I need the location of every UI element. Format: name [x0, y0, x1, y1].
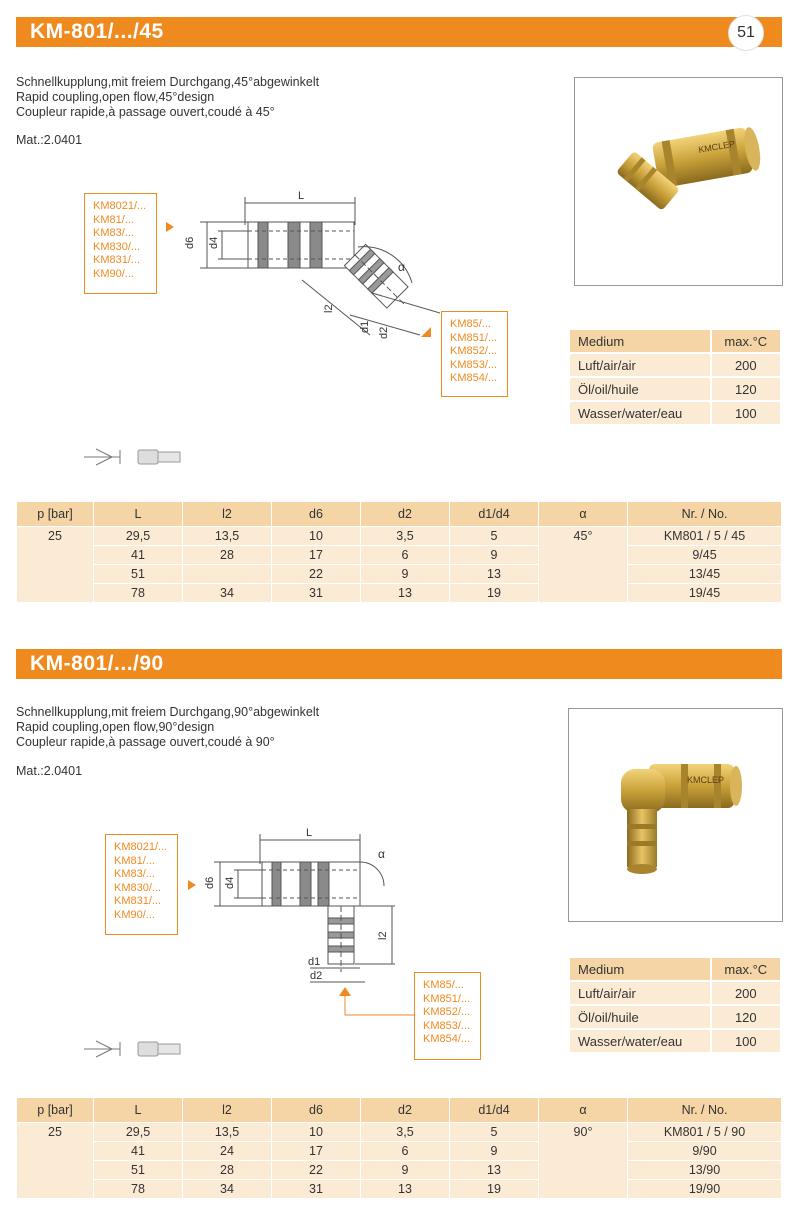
header-cell: p [bar]	[17, 502, 94, 527]
table-row	[17, 1180, 782, 1199]
table-row	[17, 546, 782, 565]
compat-label: KM90/...	[114, 908, 155, 921]
medium-table	[568, 328, 782, 426]
cell: 6	[361, 546, 450, 565]
table-row	[17, 527, 782, 546]
dim-l2: l2	[377, 931, 389, 940]
cell: 200	[711, 981, 781, 1005]
medium-header-row	[569, 329, 781, 353]
cell: 13	[361, 584, 450, 603]
product-photo-45	[574, 77, 783, 286]
cell	[183, 565, 272, 584]
cell: 3,5	[361, 527, 450, 546]
cell: 22	[272, 1161, 361, 1180]
arrow-right-icon	[188, 880, 196, 890]
cell: 100	[711, 1029, 781, 1053]
medium-row	[569, 1029, 781, 1053]
cell: 10	[272, 1123, 361, 1142]
leader-line	[335, 987, 415, 1027]
compat-label: KM830/...	[93, 240, 141, 253]
dim-d6: d6	[184, 236, 196, 249]
medium-row	[569, 401, 781, 425]
cell: 3,5	[361, 1123, 450, 1142]
cell: 41	[94, 1142, 183, 1161]
angle-cell: 90°	[539, 1123, 628, 1199]
compatible-sockets-box	[441, 311, 508, 397]
description-de: Schnellkupplung,mit freiem Durchgang,90°abgewinkelt	[16, 705, 320, 719]
section-90	[0, 632, 800, 1225]
cell: 100	[711, 401, 781, 425]
cell: 22	[272, 565, 361, 584]
dimension-table	[16, 1097, 782, 1199]
cell: 19	[450, 1180, 539, 1199]
compat-label: KM854/...	[450, 372, 498, 384]
table-row	[17, 1142, 782, 1161]
cell: 17	[272, 546, 361, 565]
cell: 78	[94, 584, 183, 603]
cell: 31	[272, 584, 361, 603]
compat-label: KM854/...	[423, 1033, 471, 1045]
header-cell: d2	[361, 1098, 450, 1123]
description-de: Schnellkupplung,mit freiem Durchgang,45°abgewinkelt	[16, 75, 320, 89]
table-header-row	[17, 1098, 782, 1123]
cell: 120	[711, 1005, 781, 1029]
part-number-cell: KM801 / 5 / 45	[628, 527, 782, 546]
technical-drawing-90	[200, 822, 410, 992]
cell: Luft/air/air	[569, 353, 711, 377]
compatible-plugs-box	[105, 834, 178, 935]
section-title: KM-801/.../45	[30, 20, 164, 43]
header-cell: α	[539, 1098, 628, 1123]
dimension-table	[16, 501, 782, 603]
header-cell: max.°C	[711, 329, 781, 353]
cell: 9	[450, 546, 539, 565]
cell: 51	[94, 565, 183, 584]
compat-label: KM85/...	[423, 979, 464, 991]
dim-d1: d1	[359, 320, 371, 333]
table-row	[17, 565, 782, 584]
dim-L: L	[298, 190, 305, 202]
description-en: Rapid coupling,open flow,90°design	[16, 720, 215, 734]
cell: 9	[450, 1142, 539, 1161]
compat-label: KM90/...	[93, 267, 134, 280]
dim-d2: d2	[310, 970, 323, 982]
section-title: KM-801/.../90	[30, 652, 164, 675]
cell: 6	[361, 1142, 450, 1161]
part-number-cell: 9/90	[628, 1142, 782, 1161]
cell: 29,5	[94, 1123, 183, 1142]
cell: 13,5	[183, 1123, 272, 1142]
header-cell: l2	[183, 1098, 272, 1123]
compat-label: KM852/...	[450, 345, 498, 357]
medium-row	[569, 1005, 781, 1029]
header-cell: d1/d4	[450, 502, 539, 527]
part-number-cell: KM801 / 5 / 90	[628, 1123, 782, 1142]
cell: 41	[94, 546, 183, 565]
header-cell: L	[94, 1098, 183, 1123]
cell: Wasser/water/eau	[569, 1029, 711, 1053]
flow-symbol-icon	[82, 1037, 192, 1061]
cell: 28	[183, 1161, 272, 1180]
description	[16, 75, 319, 120]
section-45	[0, 0, 800, 612]
compat-label: KM831/...	[114, 895, 162, 907]
cell: 78	[94, 1180, 183, 1199]
cell: 24	[183, 1142, 272, 1161]
compatible-plugs-box	[84, 193, 157, 294]
part-number-cell: 9/45	[628, 546, 782, 565]
description-fr: Coupleur rapide,à passage ouvert,coudé à 45°	[16, 105, 275, 119]
coupling-image	[569, 709, 782, 921]
medium-table	[568, 956, 782, 1054]
cell: Öl/oil/huile	[569, 1005, 711, 1029]
header-cell: Medium	[569, 957, 711, 981]
dim-alpha: α	[378, 847, 385, 861]
arrow-right-icon	[166, 222, 174, 232]
header-cell: d6	[272, 502, 361, 527]
header-cell: max.°C	[711, 957, 781, 981]
dim-d4: d4	[208, 236, 220, 249]
table-row	[17, 1123, 782, 1142]
medium-row	[569, 377, 781, 401]
cell: 13	[361, 1180, 450, 1199]
compat-label: KM83/...	[93, 227, 134, 239]
part-number-cell: 19/90	[628, 1180, 782, 1199]
compat-label: KM8021/...	[114, 841, 168, 853]
header-cell: Medium	[569, 329, 711, 353]
part-number-cell: 13/45	[628, 565, 782, 584]
table-header-row	[17, 502, 782, 527]
cell: 19	[450, 584, 539, 603]
header-cell: α	[539, 502, 628, 527]
photo-brand: KMCLEP	[687, 775, 725, 785]
compat-label: KM853/...	[450, 358, 498, 371]
cell: 9	[361, 1161, 450, 1180]
cell: 34	[183, 1180, 272, 1199]
compat-label: KM81/...	[114, 854, 155, 867]
header-cell: d6	[272, 1098, 361, 1123]
cell: 5	[450, 527, 539, 546]
pressure-cell: 25	[17, 527, 94, 603]
compat-label: KM851/...	[450, 331, 498, 344]
arrow-upleft-icon	[421, 327, 431, 337]
cell: Wasser/water/eau	[569, 401, 711, 425]
cell: 51	[94, 1161, 183, 1180]
compat-label: KM83/...	[114, 868, 155, 880]
photo-brand: KMCLEP	[697, 138, 736, 155]
cell: 10	[272, 527, 361, 546]
cell: 13,5	[183, 527, 272, 546]
dim-d2: d2	[378, 326, 390, 339]
section-header-band	[16, 17, 782, 47]
cell: Öl/oil/huile	[569, 377, 711, 401]
table-row	[17, 1161, 782, 1180]
cell: 5	[450, 1123, 539, 1142]
compat-label: KM830/...	[114, 881, 162, 894]
medium-header-row	[569, 957, 781, 981]
cell: 17	[272, 1142, 361, 1161]
compat-label: KM851/...	[423, 992, 471, 1005]
coupling-image	[575, 78, 782, 285]
cell: 28	[183, 546, 272, 565]
header-cell: Nr. / No.	[628, 1098, 782, 1123]
part-number-cell: 13/90	[628, 1161, 782, 1180]
cell: 31	[272, 1180, 361, 1199]
flow-symbol-icon	[82, 445, 192, 469]
compat-label: KM831/...	[93, 254, 141, 266]
dim-d4: d4	[224, 876, 236, 889]
angle-cell: 45°	[539, 527, 628, 603]
table-row	[17, 584, 782, 603]
medium-row	[569, 981, 781, 1005]
product-photo-90	[568, 708, 783, 922]
header-cell: d2	[361, 502, 450, 527]
dim-L: L	[306, 827, 313, 839]
dim-alpha: α	[398, 260, 405, 274]
cell: 13	[450, 565, 539, 584]
cell: 29,5	[94, 527, 183, 546]
material: Mat.:2.0401	[16, 133, 83, 147]
compatible-sockets-box	[414, 972, 481, 1060]
material: Mat.:2.0401	[16, 764, 83, 778]
compat-label: KM8021/...	[93, 200, 147, 212]
page-number: 51	[728, 15, 764, 51]
cell: Luft/air/air	[569, 981, 711, 1005]
header-cell: p [bar]	[17, 1098, 94, 1123]
description	[16, 705, 319, 750]
cell: 34	[183, 584, 272, 603]
dim-l2: l2	[323, 304, 335, 313]
compat-label: KM85/...	[450, 318, 491, 330]
dim-d6: d6	[204, 876, 216, 889]
description-fr: Coupleur rapide,à passage ouvert,coudé à 90°	[16, 735, 275, 749]
cell: 9	[361, 565, 450, 584]
header-cell: l2	[183, 502, 272, 527]
cell: 120	[711, 377, 781, 401]
medium-row	[569, 353, 781, 377]
technical-drawing-45	[180, 185, 440, 350]
compat-label: KM81/...	[93, 213, 134, 226]
header-cell: d1/d4	[450, 1098, 539, 1123]
dim-d1: d1	[308, 956, 321, 968]
part-number-cell: 19/45	[628, 584, 782, 603]
cell: 13	[450, 1161, 539, 1180]
header-cell: L	[94, 502, 183, 527]
cell: 200	[711, 353, 781, 377]
pressure-cell: 25	[17, 1123, 94, 1199]
compat-label: KM853/...	[423, 1019, 471, 1032]
description-en: Rapid coupling,open flow,45°design	[16, 90, 215, 104]
compat-label: KM852/...	[423, 1006, 471, 1018]
header-cell: Nr. / No.	[628, 502, 782, 527]
section-header-band	[16, 649, 782, 679]
